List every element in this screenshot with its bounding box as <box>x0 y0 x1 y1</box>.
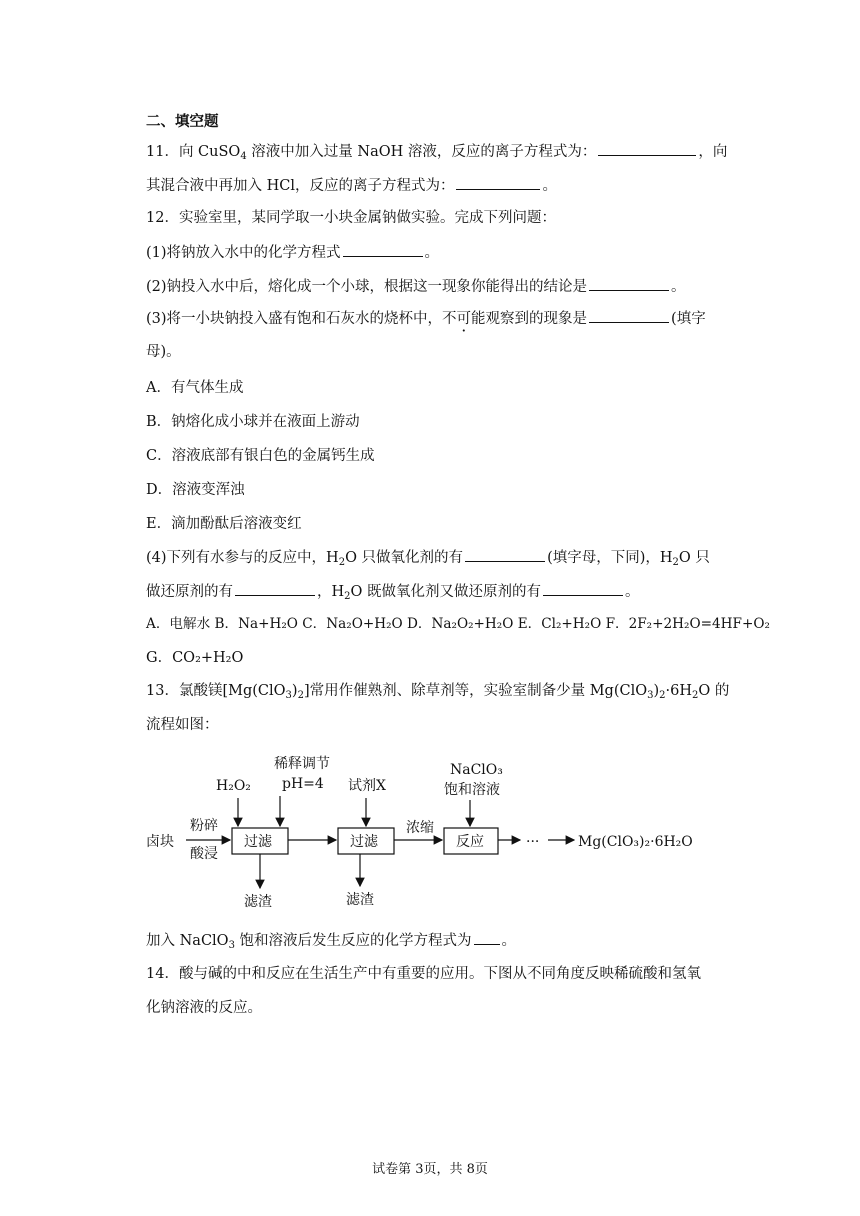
q14-line-2: 化钠溶液的反应。 <box>146 1000 262 1016</box>
answer-blank[interactable] <box>598 141 696 156</box>
flow-box-3-label: 反应 <box>456 834 484 850</box>
page-footer: 试卷第 3页，共 8页 <box>372 1162 488 1177</box>
q14-line-1: 14．酸与碱的中和反应在生活生产中有重要的应用。下图从不同角度反映稀硫酸和氢氧 <box>146 966 701 982</box>
section-title: 二、填空题 <box>146 114 219 130</box>
answer-blank[interactable] <box>589 276 669 291</box>
option-e: E．滴加酚酞后溶液变红 <box>146 516 302 532</box>
flow-residue-2: 滤渣 <box>346 892 374 908</box>
q12-part-4: (4)下列有水参与的反应中，$H_2O$ 只做氧化剂的有 (填字母，下同)，$H_2O$ 只 <box>146 547 710 568</box>
q12-part-1: (1)将钠放入水中的化学方程式 。 <box>146 242 439 263</box>
flow-product: Mg(ClO₃)₂·6H₂O <box>578 834 693 850</box>
option-a: A．有气体生成 <box>146 380 244 396</box>
q12-part-2: (2)钠投入水中后，熔化成一个小球，根据这一现象你能得出的结论是 。 <box>146 276 686 297</box>
flow-start: 卤块 <box>146 834 174 850</box>
answer-blank[interactable] <box>456 175 540 190</box>
flow-ellipsis: ··· <box>526 834 540 850</box>
q12-part-3: (3)将一小块钠投入盛有饱和石灰水的烧杯中，不可能观察到的现象是 (填字 <box>146 308 706 329</box>
q13-line-1: 13．氯酸镁$[Mg(ClO_3)_2]$常用作催熟剂、除草剂等，实验室制备少量 $Mg(ClO_3)_2\cdot 6H_2O$ 的 <box>146 683 730 701</box>
flow-diagram <box>146 748 706 918</box>
q11-line-2: 其混合液中再加入 HCl，反应的离子方程式为： 。 <box>146 175 557 196</box>
answer-blank[interactable] <box>543 581 623 596</box>
answer-blank[interactable] <box>343 242 423 257</box>
reaction-choices-1: A．电解水 B．Na+H₂O C．Na₂O+H₂O D．Na₂O₂+H₂O E．Cl₂+H₂O F．2F₂+2H₂O=4HF+O₂ <box>146 616 770 632</box>
q13-question: 加入 NaClO$_3$ 饱和溶液后发生反应的化学方程式为 。 <box>146 930 516 951</box>
flow-reagent-1: H₂O₂ <box>216 778 251 794</box>
q12-part-4-cont: 做还原剂的有 ，$H_2O$ 既做氧化剂又做还原剂的有 。 <box>146 581 640 602</box>
q12-intro: 12．实验室里，某同学取一小块金属钠做实验。完成下列问题： <box>146 210 556 226</box>
flow-residue-1: 滤渣 <box>244 894 272 910</box>
answer-blank[interactable] <box>465 547 545 562</box>
answer-blank[interactable] <box>589 308 669 323</box>
flow-reagent-4-line2: 饱和溶液 <box>444 782 500 798</box>
option-c: C．溶液底部有银白色的金属钙生成 <box>146 448 375 464</box>
flow-concentrate: 浓缩 <box>406 820 434 836</box>
flow-step1-top: 粉碎 <box>190 818 218 834</box>
q12-part-3-cont: 母)。 <box>146 344 181 360</box>
flow-reagent-2-line1: 稀释调节 <box>274 756 330 772</box>
reaction-choices-2: G．CO₂+H₂O <box>146 650 244 666</box>
answer-blank[interactable] <box>474 930 500 945</box>
emphasis-text: 不可能 <box>442 311 486 327</box>
option-d: D．溶液变浑浊 <box>146 482 245 498</box>
q13-line-2: 流程如图： <box>146 717 219 733</box>
flow-reagent-2-line2: pH=4 <box>282 776 324 792</box>
flow-reagent-3: 试剂X <box>348 778 386 794</box>
q11-line-1: 11．向 CuSO$_4$ 溶液中加入过量 NaOH 溶液，反应的离子方程式为： ，向 <box>146 141 727 162</box>
option-b: B．钠熔化成小球并在液面上游动 <box>146 414 360 430</box>
flow-reagent-4-line1: NaClO₃ <box>450 762 503 778</box>
flow-step1-bottom: 酸浸 <box>190 846 218 862</box>
answer-blank[interactable] <box>235 581 315 596</box>
flow-box-2-label: 过滤 <box>350 834 378 850</box>
flow-box-1-label: 过滤 <box>244 834 272 850</box>
